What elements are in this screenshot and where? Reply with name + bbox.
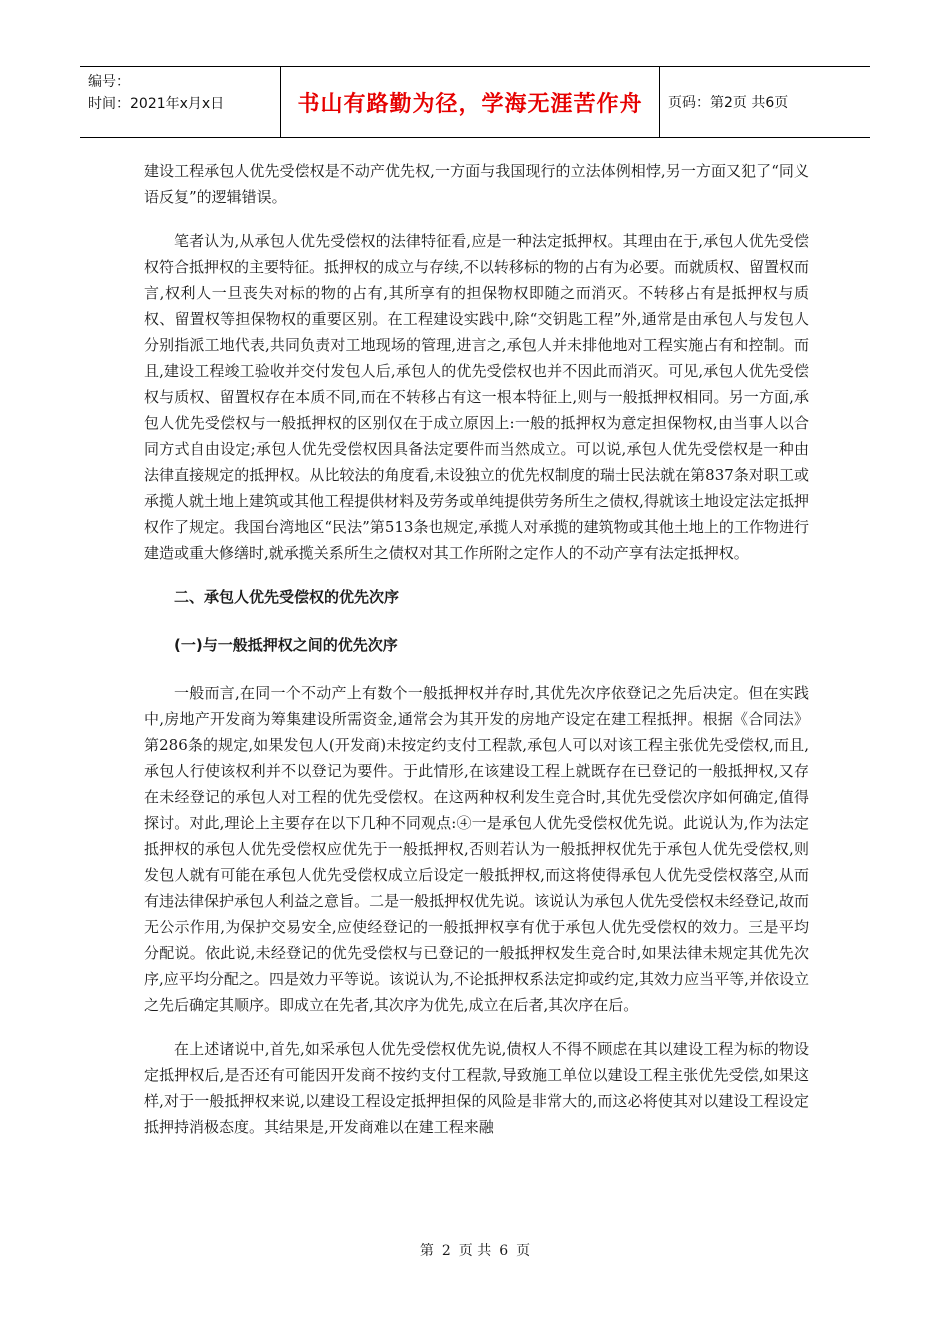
paragraph-4: 在上述诸说中,首先,如采承包人优先受偿权优先说,债权人不得不顾虑在其以建设工程为标的物设定抵押权后,是否还有可能因开发商不按约支付工程款,导致施工单位以建设工程主张优先受偿,如果这样,对于一般抵押权来说,以建设工程设定抵押担保的风险是非常大的,而这必将使其对以建设工程设定抵押持消极态度。其结果是,开发商难以在建工程来融 bbox=[144, 1040, 809, 1136]
footer-prefix: 第 bbox=[419, 1243, 434, 1259]
footer-total-pages: 6 bbox=[499, 1243, 509, 1259]
paragraph-3: 一般而言,在同一个不动产上有数个一般抵押权并存时,其优先次序依登记之先后决定。但在实践中,房地产开发商为筹集建设所需资金,通常会为其开发的房地产设定在建工程抵押。根据《合同法》第286条的规定,如果发包人(开发商)未按定约支付工程款,承包人可以对该工程主张优先受偿权,而且,承包人行使该权利并不以登记为要件。于此情形,在该建设工程上就既存在已登记的一般抵押权,又存在未经登记的承包人对工程的优先受偿权。在这两种权利发生竞合时,其优先受偿次序如何确定,值得探讨。对此,理论上主要存在以下几种不同观点:④一是承包人优先受偿权优先说。此说认为,作为法定抵押权的承包人优先受偿权应优先于一般抵押权,否则若认为一般抵押权优先于承包人优先受偿权,则发包人就有可能在承包人优先受偿权成立后设定一般抵押权,而这将使得承包人优先受偿权落空,从而有违法律保护承包人利益之意旨。二是一般抵押权优先说。该说认为承包人优先受偿权未经登记,故而无公示作用,为保护交易安全,应使经登记的一般抵押权享有优于承包人优先受偿权的效力。三是平均分配说。依此说,未经登记的优先受偿权与已登记的一般抵押权发生竞合时,如果法律未规定其优先次序,应平均分配之。四是效力平等说。该说认为,不论抵押权系法定抑或约定,其效力应当平等,并依设立之先后确定其顺序。即成立在先者,其次序为优先,成立在后者,其次序在后。 bbox=[144, 684, 809, 1014]
header-page-info: 页码：第2页 共6页 bbox=[668, 95, 789, 111]
footer-suffix: 页 bbox=[516, 1243, 531, 1259]
document-body bbox=[144, 158, 809, 1158]
paragraph-2: 笔者认为,从承包人优先受偿权的法律特征看,应是一种法定抵押权。其理由在于,承包人优先受偿权符合抵押权的主要特征。抵押权的成立与存续,不以转移标的物的占有为必要。而就质权、留置权而言,权利人一旦丧失对标的物的占有,其所享有的担保物权即随之而消灭。不转移占有是抵押权与质权、留置权等担保物权的重要区别。在工程建设实践中,除“交钥匙工程”外,通常是由承包人与发包人分别指派工地代表,共同负责对工地现场的管理,进言之,承包人并未排他地对工程实施占有和控制。而且,建设工程竣工验收并交付发包人后,承包人的优先受偿权也并不因此而消灭。可见,承包人优先受偿权与质权、留置权存在本质不同,而在不转移占有这一根本特征上,则与一般抵押权相同。另一方面,承包人优先受偿权与一般抵押权的区别仅在于成立原因上:一般的抵押权为意定担保物权,由当事人以合同方式自由设定;承包人优先受偿权因具备法定要件而当然成立。可以说,承包人优先受偿权是一种由法律直接规定的抵押权。从比较法的角度看,未设独立的优先权制度的瑞士民法就在第837条对职工或承揽人就土地上建筑或其他工程提供材料及劳务或单纯提供劳务所生之债权,得就该土地设定法定抵押权作了规定。我国台湾地区“民法”第513条也规定,承揽人对承揽的建筑物或其他土地上的工作物进行建造或重大修缮时,就承揽关系所生之债权对其工作所附之定作人的不动产享有法定抵押权。 bbox=[144, 232, 809, 562]
footer-mid: 页 共 bbox=[458, 1243, 492, 1259]
header-motto: 书山有路勤为径，学海无涯苦作舟 bbox=[280, 67, 660, 137]
section-heading: 二、承包人优先受偿权的优先次序 bbox=[174, 588, 400, 606]
header-meta bbox=[80, 67, 280, 137]
page-footer bbox=[0, 1240, 950, 1260]
paragraph-1: 建设工程承包人优先受偿权是不动产优先权,一方面与我国现行的立法体例相悖,另一方面又犯了“同义语反复”的逻辑错误。 bbox=[144, 162, 809, 206]
document-number-label: 编号： bbox=[88, 74, 130, 90]
footer-page-number: 2 bbox=[441, 1243, 451, 1259]
subsection-heading: (一)与一般抵押权之间的优先次序 bbox=[174, 636, 398, 654]
document-date: 时间：2021年x月x日 bbox=[88, 96, 225, 112]
page-header bbox=[80, 66, 870, 138]
